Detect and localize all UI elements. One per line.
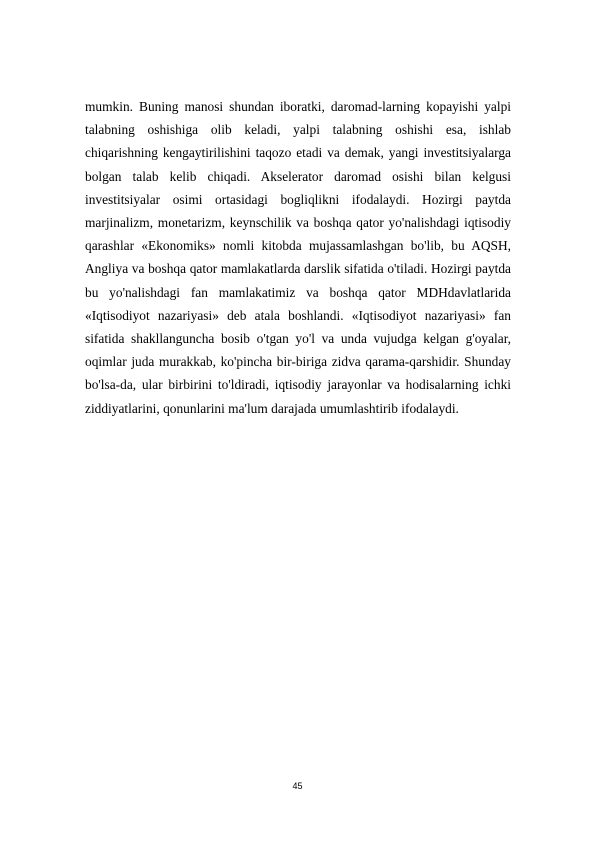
page-number: 45 — [292, 781, 303, 791]
body-paragraph: mumkin. Buning manosi shundan iboratki, daromad-larning kopayishi yalpi talabning oshishiga olib keladi, yalpi talabning oshishi esa, ishlab chiqarishning kengaytirilishini taqozo etadi va demak, yangi investitsiyalarga bolgan talab kelib chiqadi. Akselerator daromad osishi bilan kelgusi investitsiyalar osimi ortasidagi bogliqlikni ifodalaydi. Hozirgi paytda marjinalizm, monetarizm, keynschilik va boshqa qator yo'nalishdagi iqtisodiy qarashlar «Ekonomiks» nomli kitobda mujassamlashgan bo'lib, bu AQSH, Angliya va boshqa qator mamlakatlarda darslik sifatida o'tiladi. Hozirgi paytda bu yo'nalishdagi fan mamlakatimiz va boshqa qator MDHdavlatlarida «Iqtisodiyot nazariyasi» deb atala boshlandi. «Iqtisodiyot nazariyasi» fan sifatida shakllanguncha bosib o'tgan yo'l va unda vujudga kelgan g'oyalar, oqimlar juda murakkab, ko'pincha bir-biriga zidva qarama-qarshidir. Shunday bo'lsa-da, ular birbirini to'ldiradi, iqtisodiy jarayonlar va hodisalarning ichki ziddiyatlarini, qonunlarini ma'lum darajada umumlashtirib ifodalaydi. — [85, 99, 511, 416]
